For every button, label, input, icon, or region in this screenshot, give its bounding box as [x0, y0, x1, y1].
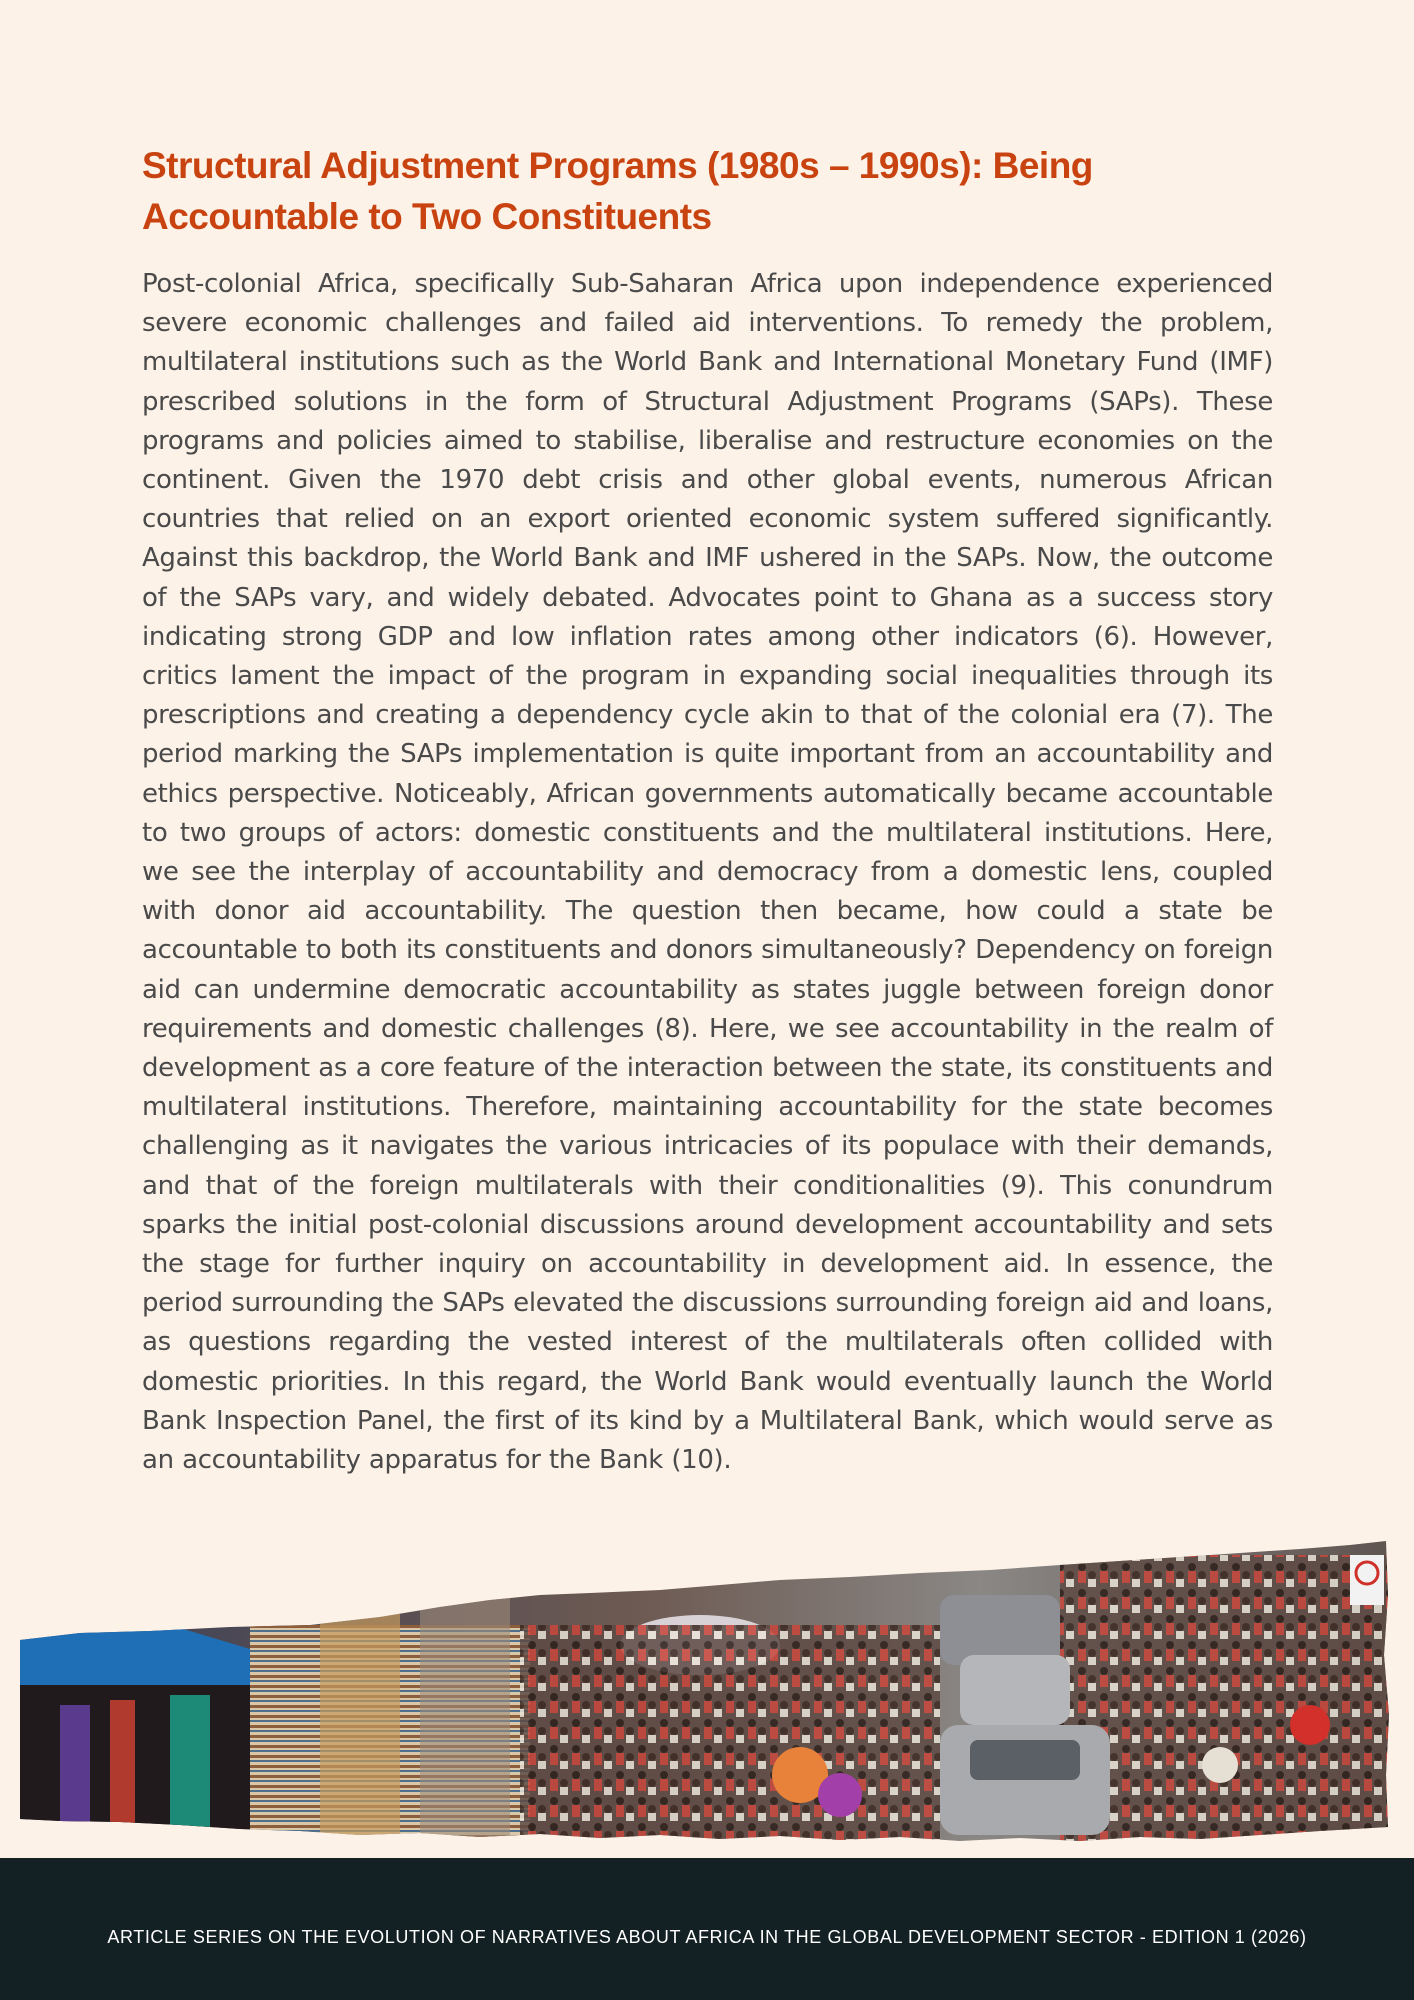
article — [142, 140, 1273, 1480]
market-street-photo — [20, 1535, 1392, 1845]
footer — [0, 1858, 1414, 2000]
article-title: Structural Adjustment Programs (1980s – 1990s): Being Accountable to Two Constituents — [142, 145, 1093, 237]
article-body: Post-colonial Africa, specifically Sub-Saharan Africa upon independence experienced severe economic challenges and failed aid interventions. To remedy the problem, multilateral institutions such as the World Bank and International Monetary Fund (IMF) prescribed solutions in the form of Structural Adjustment Programs (SAPs). These programs and policies aimed to stabilise, liberalise and restructure economies on the continent. Given the 1970 debt crisis and other global events, numerous African countries that relied on an export oriented economic system suffered significantly. Against this backdrop, the World Bank and IMF ushered in the SAPs. Now, the outcome of the SAPs vary, and widely debated. Advocates point to Ghana as a success story indicating strong GDP and low inflation rates among other indicators (6). However, critics lament the impact of the program in expanding social inequalities through its prescriptions and creating a dependency cycle akin to that of the colonial era (7). The period marking the SAPs implementation is quite important from an accountability and ethics perspective. Noticeably, African governments automatically became accountable to two groups of actors: domestic constituents and the multilateral institutions. Here, we see the interplay of accountability and democracy from a domestic lens, coupled with donor aid accountability. The question then became, how could a state be accountable to both its constituents and donors simultaneously? Dependency on foreign aid can undermine democratic accountability as states juggle between foreign donor requirements and domestic challenges (8). Here, we see accountability in the realm of development as a core feature of the interaction between the state, its constituents and multilateral institutions. Therefore, maintaining accountability for the state becomes challenging as it navigates the various intricacies of its populace with their demands, and that of the foreign multilaterals with their conditionalities (9). This conundrum sparks the initial post-colonial discussions around development accountability and sets the stage for further inquiry on accountability in development aid. In essence, the period surrounding the SAPs elevated the discussions surrounding foreign aid and loans, as questions regarding the vested interest of the multilaterals often collided with domestic priorities. In this regard, the World Bank would eventually launch the World Bank Inspection Panel, the first of its kind by a Multilateral Bank, which would serve as an accountability apparatus for the Bank (10). — [142, 269, 1273, 1476]
footer-series-text: ARTICLE SERIES ON THE EVOLUTION OF NARRATIVES ABOUT AFRICA IN THE GLOBAL DEVELOPMENT SECTOR - EDITION 1 (2026) — [107, 1926, 1307, 1947]
